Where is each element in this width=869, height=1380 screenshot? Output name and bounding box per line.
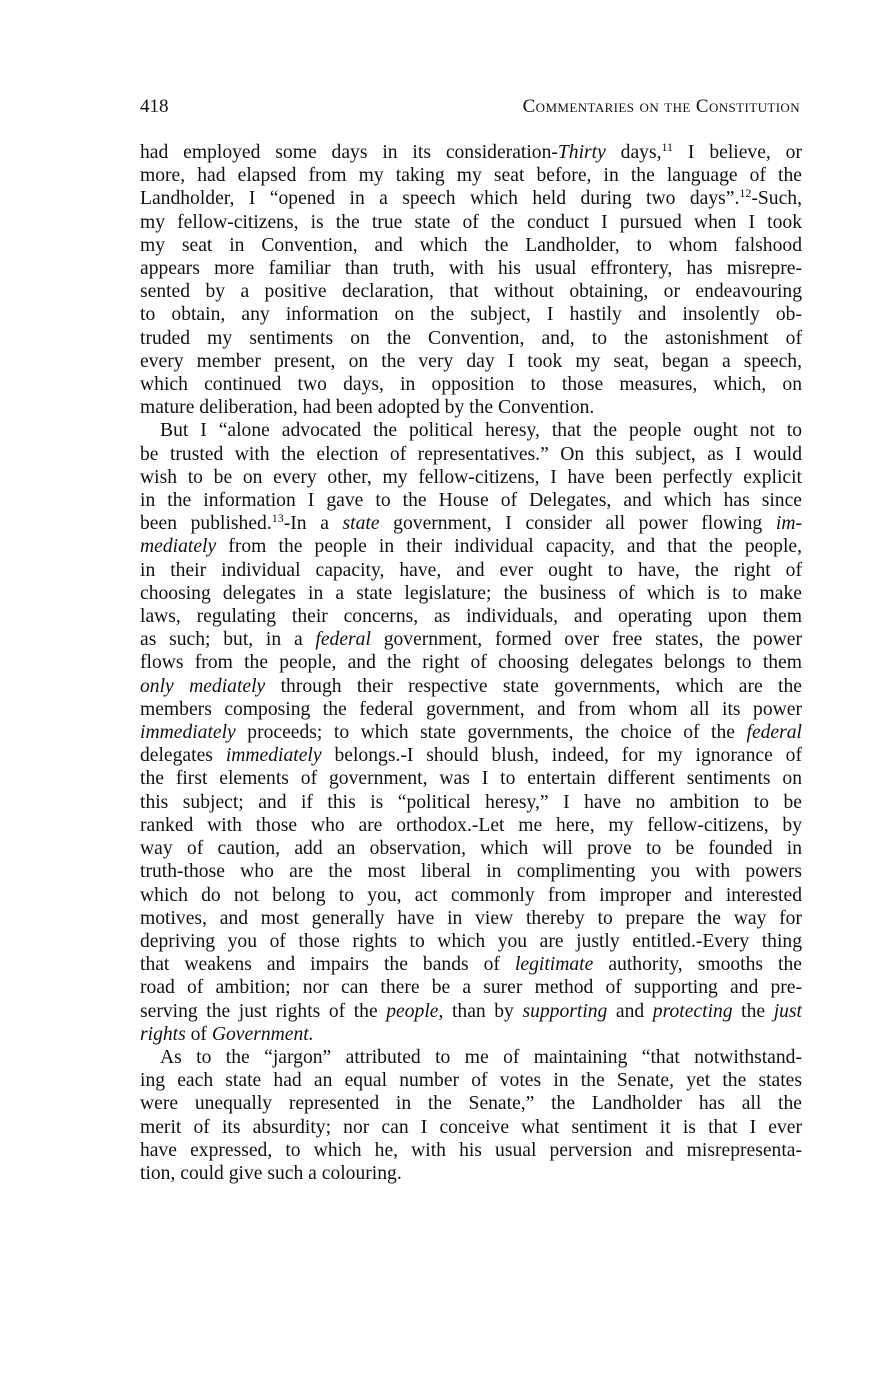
text-line: [140, 814, 802, 837]
text-run: in the information I gave to the House of Delegates, and which has since: [140, 490, 802, 512]
italic-text: only mediately: [140, 675, 266, 697]
italic-text: rights: [140, 1023, 186, 1045]
page-number: 418: [140, 96, 169, 117]
italic-text: federal: [315, 629, 371, 651]
italic-text: federal: [746, 722, 802, 744]
text-run: than by: [443, 1000, 523, 1022]
text-line: [140, 373, 802, 396]
text-line: [140, 327, 802, 350]
text-line: [140, 744, 802, 767]
text-run: through their respective state governments, which are the: [265, 675, 802, 697]
italic-text: just: [773, 1000, 802, 1022]
text-line: [140, 1023, 802, 1046]
text-run: ing each state had an equal number of votes in the Senate, yet the states: [140, 1070, 802, 1092]
text-run: my seat in Convention, and which the Landholder, to whom falshood: [140, 234, 802, 256]
text-line: [140, 651, 802, 674]
footnote-ref: 13: [271, 511, 284, 526]
body-text: [140, 141, 802, 1185]
text-run: road of ambition; nor can there be a surer method of supporting and pre-: [140, 977, 802, 999]
italic-text: people,: [386, 1000, 444, 1022]
running-header: [140, 96, 800, 122]
text-line: [140, 791, 802, 814]
text-line: [140, 187, 802, 210]
text-run: sented by a positive declaration, that without obtaining, or endeavouring: [140, 281, 802, 303]
italic-text: state: [342, 513, 380, 535]
text-run: Landholder, I “opened in a speech which held during two days”.: [140, 188, 740, 210]
text-run: truded my sentiments on the Convention, and, to the astonishment of: [140, 327, 802, 349]
footnote-ref: 11: [661, 140, 674, 154]
italic-text: legitimate: [514, 954, 594, 976]
text-line: [140, 234, 802, 257]
text-run: in their individual capacity, have, and ever ought to have, the right of: [140, 559, 802, 581]
text-run: authority, smooths the: [593, 954, 802, 976]
text-line: [140, 582, 802, 605]
text-line: [140, 141, 802, 164]
text-run: ranked with those who are orthodox.-Let me here, my fellow-citizens, by: [140, 814, 802, 836]
text-run: more, had elapsed from my taking my seat before, in the language of the: [140, 165, 802, 187]
text-run: be trusted with the election of representatives.” On this subject, as I would: [140, 443, 802, 465]
text-run: had employed some days in its consideration-: [140, 142, 558, 163]
text-line: [140, 698, 802, 721]
text-run: to obtain, any information on the subject, I hastily and insolently ob-: [140, 304, 802, 326]
text-line: [140, 350, 802, 373]
italic-text: Government.: [211, 1023, 314, 1045]
text-run: truth-those who are the most liberal in complimenting you with powers: [140, 861, 802, 883]
text-line: [140, 396, 802, 419]
text-run: government, I consider all power flowing: [379, 513, 776, 535]
text-run: appears more familiar than truth, with his usual effrontery, has misrepre-: [140, 258, 802, 280]
italic-text: im-: [775, 513, 802, 535]
text-run: been published.: [140, 513, 272, 535]
text-line: [140, 953, 802, 976]
text-run: members composing the federal government, and from whom all its power: [140, 698, 802, 720]
text-run: I believe, or: [673, 142, 802, 163]
text-line: [140, 1116, 802, 1139]
text-run: depriving you of those rights to which you are justly entitled.-Every thing: [140, 930, 802, 952]
text-line: [140, 1092, 802, 1115]
text-run: laws, regulating their concerns, as individuals, and operating upon them: [140, 606, 802, 628]
text-line: [140, 280, 802, 303]
text-line: [140, 721, 802, 744]
text-line: [140, 559, 802, 582]
text-run: the first elements of government, was I to entertain different sentiments on: [140, 768, 802, 790]
text-run: merit of its absurdity; nor can I conceive what sentiment it is that I ever: [140, 1116, 802, 1138]
running-title: Commentaries on the Constitution: [522, 96, 800, 117]
text-run: that weakens and impairs the bands of: [140, 954, 515, 976]
text-run: As to the “jargon” attributed to me of maintaining “that notwithstand-: [160, 1046, 802, 1068]
text-run: -Such,: [751, 188, 802, 210]
italic-text: supporting: [522, 1000, 608, 1022]
text-line: [140, 303, 802, 326]
text-line: [140, 211, 802, 234]
text-run: and: [607, 1000, 653, 1022]
text-line: [140, 257, 802, 280]
text-run: have expressed, to which he, with his usual perversion and misrepresenta-: [140, 1139, 802, 1161]
text-run: every member present, on the very day I took my seat, began a speech,: [140, 350, 802, 372]
text-run: delegates: [140, 745, 226, 767]
text-run: days,: [605, 142, 662, 163]
italic-text: Thirty: [557, 142, 606, 163]
text-line: [140, 767, 802, 790]
text-run: proceeds; to which state governments, the choice of the: [235, 722, 747, 744]
text-run: which do not belong to you, act commonly from improper and interested: [140, 884, 802, 906]
text-run: government, formed over free states, the power: [370, 629, 802, 651]
text-run: choosing delegates in a state legislature; the business of which is to make: [140, 582, 802, 604]
text-line: [140, 884, 802, 907]
text-line: [140, 535, 802, 558]
text-run: as such; but, in a: [140, 629, 316, 651]
text-line: [140, 628, 802, 651]
text-line: [140, 443, 802, 466]
text-run: of: [185, 1023, 212, 1045]
text-line: [140, 976, 802, 999]
text-run: belongs.-I should blush, indeed, for my ignorance of: [321, 745, 802, 767]
text-run: from the people in their individual capacity, and that the people,: [216, 536, 802, 558]
text-run: serving the just rights of the: [140, 1000, 387, 1022]
text-run: tion, could give such a colouring.: [140, 1162, 402, 1184]
text-line: [140, 837, 802, 860]
text-run: the: [732, 1000, 774, 1022]
text-run: this subject; and if this is “political heresy,” I have no ambition to be: [140, 791, 802, 813]
text-line: [140, 164, 802, 187]
text-line: [140, 605, 802, 628]
italic-text: mediately: [140, 536, 217, 558]
text-run: flows from the people, and the right of choosing delegates belongs to them: [140, 652, 802, 674]
text-line: [140, 466, 802, 489]
italic-text: immediately: [225, 745, 322, 767]
text-run: way of caution, add an observation, which will prove to be founded in: [140, 838, 802, 860]
text-line: [140, 675, 802, 698]
text-line: [140, 1000, 802, 1023]
text-run: -In a: [283, 513, 343, 535]
text-line: [140, 930, 802, 953]
text-line: [140, 489, 802, 512]
text-line: [140, 512, 802, 535]
text-run: my fellow-citizens, is the true state of the conduct I pursued when I took: [140, 211, 802, 233]
text-run: which continued two days, in opposition to those measures, which, on: [140, 374, 802, 396]
text-line: [140, 907, 802, 930]
text-line: [140, 1139, 802, 1162]
text-run: wish to be on every other, my fellow-citizens, I have been perfectly explicit: [140, 466, 802, 488]
text-line: [140, 419, 802, 442]
text-run: were unequally represented in the Senate,” the Landholder has all the: [140, 1093, 802, 1115]
footnote-ref: 12: [739, 186, 752, 201]
text-line: [140, 1069, 802, 1092]
italic-text: protecting: [652, 1000, 733, 1022]
text-run: motives, and most generally have in view thereby to prepare the way for: [140, 907, 802, 929]
italic-text: immediately: [140, 722, 236, 744]
text-line: [140, 860, 802, 883]
text-run: mature deliberation, had been adopted by the Convention.: [140, 397, 595, 419]
text-line: [140, 1046, 802, 1069]
text-run: But I “alone advocated the political heresy, that the people ought not to: [160, 420, 802, 442]
text-line: [140, 1162, 802, 1185]
